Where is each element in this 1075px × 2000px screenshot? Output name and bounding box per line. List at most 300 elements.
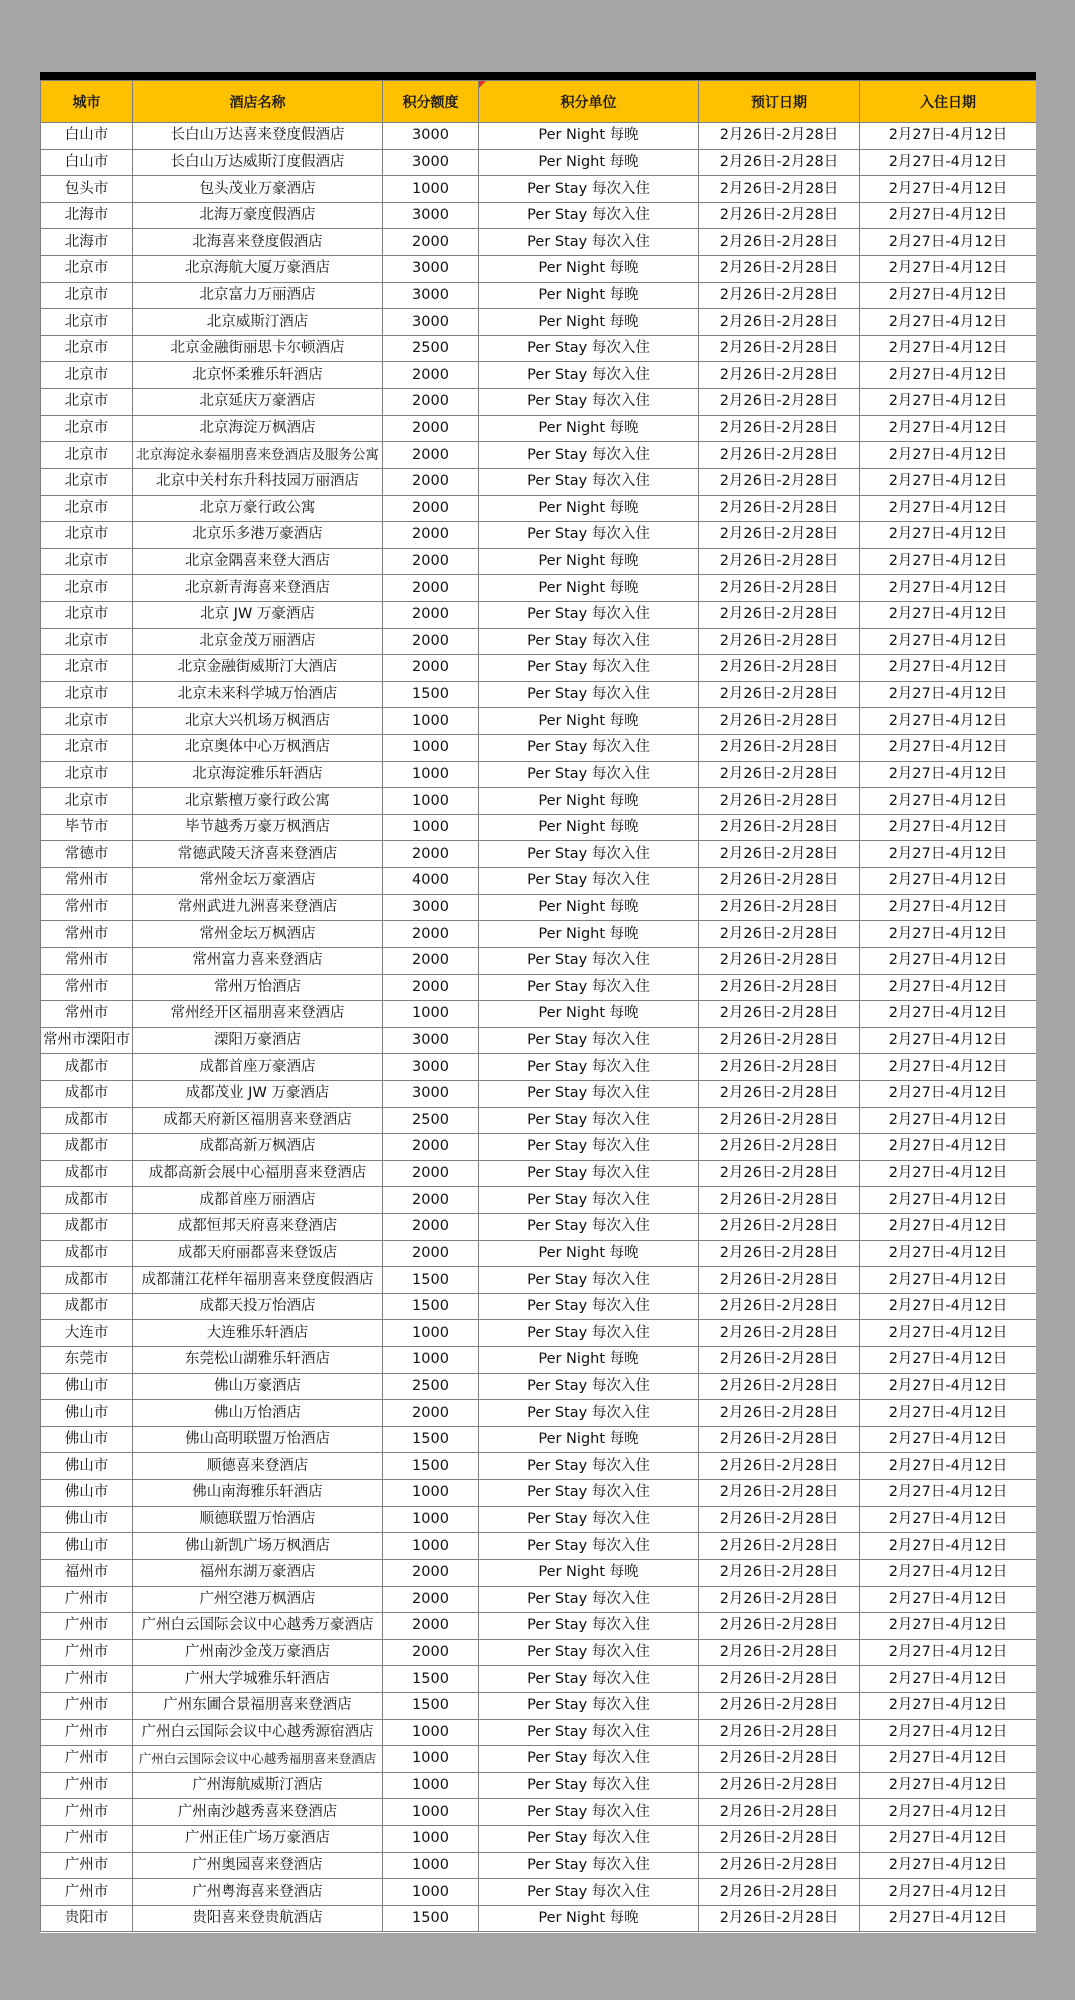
cell-city[interactable]: 成都市 xyxy=(41,1240,133,1267)
cell-hotel-name[interactable]: 北京海航大厦万豪酒店 xyxy=(133,256,383,283)
cell-hotel-name[interactable]: 广州海航威斯汀酒店 xyxy=(133,1772,383,1799)
cell-stay-date[interactable]: 2月27日-4月12日 xyxy=(860,868,1037,895)
cell-points[interactable]: 1500 xyxy=(383,681,479,708)
cell-stay-date[interactable]: 2月27日-4月12日 xyxy=(860,1746,1037,1773)
cell-points-unit[interactable]: Per Night 每晚 xyxy=(479,495,699,522)
cell-booking-date[interactable]: 2月26日-2月28日 xyxy=(699,202,860,229)
cell-hotel-name[interactable]: 常州富力喜来登酒店 xyxy=(133,947,383,974)
cell-booking-date[interactable]: 2月26日-2月28日 xyxy=(699,708,860,735)
cell-booking-date[interactable]: 2月26日-2月28日 xyxy=(699,1267,860,1294)
cell-points[interactable]: 1500 xyxy=(383,1426,479,1453)
cell-hotel-name[interactable]: 广州白云国际会议中心越秀福朋喜来登酒店 xyxy=(133,1746,383,1773)
cell-points[interactable]: 2000 xyxy=(383,442,479,469)
cell-booking-date[interactable]: 2月26日-2月28日 xyxy=(699,335,860,362)
cell-booking-date[interactable]: 2月26日-2月28日 xyxy=(699,1240,860,1267)
cell-stay-date[interactable]: 2月27日-4月12日 xyxy=(860,1559,1037,1586)
column-header-booking-date[interactable]: 预订日期 xyxy=(699,81,860,123)
cell-stay-date[interactable]: 2月27日-4月12日 xyxy=(860,309,1037,336)
cell-city[interactable]: 北海市 xyxy=(41,202,133,229)
cell-points[interactable]: 2000 xyxy=(383,389,479,416)
cell-hotel-name[interactable]: 北京中关村东升科技园万丽酒店 xyxy=(133,468,383,495)
cell-points-unit[interactable]: Per Stay 每次入住 xyxy=(479,1639,699,1666)
cell-city[interactable]: 广州市 xyxy=(41,1852,133,1879)
cell-hotel-name[interactable]: 北京金融街丽思卡尔顿酒店 xyxy=(133,335,383,362)
cell-city[interactable]: 北京市 xyxy=(41,735,133,762)
cell-stay-date[interactable]: 2月27日-4月12日 xyxy=(860,1320,1037,1347)
cell-booking-date[interactable]: 2月26日-2月28日 xyxy=(699,1453,860,1480)
cell-city[interactable]: 成都市 xyxy=(41,1267,133,1294)
cell-stay-date[interactable]: 2月27日-4月12日 xyxy=(860,681,1037,708)
cell-points-unit[interactable]: Per Night 每晚 xyxy=(479,149,699,176)
cell-city[interactable]: 成都市 xyxy=(41,1213,133,1240)
cell-points-unit[interactable]: Per Stay 每次入住 xyxy=(479,1453,699,1480)
cell-hotel-name[interactable]: 常州金坛万枫酒店 xyxy=(133,921,383,948)
cell-points-unit[interactable]: Per Night 每晚 xyxy=(479,256,699,283)
cell-points-unit[interactable]: Per Night 每晚 xyxy=(479,708,699,735)
cell-hotel-name[interactable]: 包头茂业万豪酒店 xyxy=(133,176,383,203)
cell-points-unit[interactable]: Per Stay 每次入住 xyxy=(479,628,699,655)
cell-city[interactable]: 常州市 xyxy=(41,974,133,1001)
cell-stay-date[interactable]: 2月27日-4月12日 xyxy=(860,921,1037,948)
cell-hotel-name[interactable]: 北京未来科学城万怡酒店 xyxy=(133,681,383,708)
cell-booking-date[interactable]: 2月26日-2月28日 xyxy=(699,1187,860,1214)
cell-city[interactable]: 北京市 xyxy=(41,761,133,788)
cell-points-unit[interactable]: Per Night 每晚 xyxy=(479,814,699,841)
cell-points[interactable]: 2000 xyxy=(383,362,479,389)
cell-city[interactable]: 佛山市 xyxy=(41,1506,133,1533)
cell-booking-date[interactable]: 2月26日-2月28日 xyxy=(699,495,860,522)
cell-points[interactable]: 1000 xyxy=(383,1746,479,1773)
cell-city[interactable]: 广州市 xyxy=(41,1799,133,1826)
cell-booking-date[interactable]: 2月26日-2月28日 xyxy=(699,1320,860,1347)
cell-city[interactable]: 常州市 xyxy=(41,921,133,948)
cell-points-unit[interactable]: Per Night 每晚 xyxy=(479,1905,699,1932)
cell-points[interactable]: 3000 xyxy=(383,1054,479,1081)
column-header-points[interactable]: 积分额度 xyxy=(383,81,479,123)
cell-city[interactable]: 北京市 xyxy=(41,708,133,735)
cell-stay-date[interactable]: 2月27日-4月12日 xyxy=(860,362,1037,389)
cell-points[interactable]: 2500 xyxy=(383,1373,479,1400)
cell-booking-date[interactable]: 2月26日-2月28日 xyxy=(699,1134,860,1161)
cell-city[interactable]: 东莞市 xyxy=(41,1347,133,1374)
cell-hotel-name[interactable]: 佛山南海雅乐轩酒店 xyxy=(133,1480,383,1507)
cell-booking-date[interactable]: 2月26日-2月28日 xyxy=(699,1746,860,1773)
cell-points[interactable]: 2000 xyxy=(383,1559,479,1586)
cell-hotel-name[interactable]: 北京新青海喜来登酒店 xyxy=(133,575,383,602)
cell-hotel-name[interactable]: 北京金隅喜来登大酒店 xyxy=(133,548,383,575)
cell-stay-date[interactable]: 2月27日-4月12日 xyxy=(860,1347,1037,1374)
cell-booking-date[interactable]: 2月26日-2月28日 xyxy=(699,1639,860,1666)
cell-points[interactable]: 1000 xyxy=(383,1879,479,1906)
cell-points-unit[interactable]: Per Stay 每次入住 xyxy=(479,362,699,389)
cell-points-unit[interactable]: Per Stay 每次入住 xyxy=(479,1480,699,1507)
cell-booking-date[interactable]: 2月26日-2月28日 xyxy=(699,1666,860,1693)
cell-hotel-name[interactable]: 广州白云国际会议中心越秀万豪酒店 xyxy=(133,1613,383,1640)
cell-city[interactable]: 北京市 xyxy=(41,575,133,602)
cell-city[interactable]: 佛山市 xyxy=(41,1453,133,1480)
cell-city[interactable]: 常州市 xyxy=(41,1001,133,1028)
cell-booking-date[interactable]: 2月26日-2月28日 xyxy=(699,309,860,336)
cell-booking-date[interactable]: 2月26日-2月28日 xyxy=(699,1905,860,1932)
cell-hotel-name[interactable]: 福州东湖万豪酒店 xyxy=(133,1559,383,1586)
cell-points-unit[interactable]: Per Stay 每次入住 xyxy=(479,655,699,682)
cell-points[interactable]: 3000 xyxy=(383,894,479,921)
cell-points-unit[interactable]: Per Stay 每次入住 xyxy=(479,841,699,868)
column-header-stay-date[interactable]: 入住日期 xyxy=(860,81,1037,123)
cell-booking-date[interactable]: 2月26日-2月28日 xyxy=(699,1107,860,1134)
cell-hotel-name[interactable]: 佛山新凯广场万枫酒店 xyxy=(133,1533,383,1560)
cell-booking-date[interactable]: 2月26日-2月28日 xyxy=(699,123,860,150)
cell-points[interactable]: 1000 xyxy=(383,1320,479,1347)
cell-stay-date[interactable]: 2月27日-4月12日 xyxy=(860,1852,1037,1879)
cell-city[interactable]: 广州市 xyxy=(41,1666,133,1693)
cell-hotel-name[interactable]: 北京海淀永泰福朋喜来登酒店及服务公寓 xyxy=(133,442,383,469)
cell-city[interactable]: 佛山市 xyxy=(41,1533,133,1560)
cell-points[interactable]: 1000 xyxy=(383,1001,479,1028)
cell-booking-date[interactable]: 2月26日-2月28日 xyxy=(699,229,860,256)
cell-stay-date[interactable]: 2月27日-4月12日 xyxy=(860,1613,1037,1640)
cell-booking-date[interactable]: 2月26日-2月28日 xyxy=(699,1400,860,1427)
cell-hotel-name[interactable]: 北京万豪行政公寓 xyxy=(133,495,383,522)
cell-city[interactable]: 北京市 xyxy=(41,442,133,469)
cell-stay-date[interactable]: 2月27日-4月12日 xyxy=(860,468,1037,495)
cell-city[interactable]: 北京市 xyxy=(41,628,133,655)
cell-hotel-name[interactable]: 成都恒邦天府喜来登酒店 xyxy=(133,1213,383,1240)
cell-hotel-name[interactable]: 成都首座万豪酒店 xyxy=(133,1054,383,1081)
cell-booking-date[interactable]: 2月26日-2月28日 xyxy=(699,1426,860,1453)
cell-city[interactable]: 广州市 xyxy=(41,1772,133,1799)
cell-points-unit[interactable]: Per Night 每晚 xyxy=(479,575,699,602)
cell-booking-date[interactable]: 2月26日-2月28日 xyxy=(699,1586,860,1613)
cell-hotel-name[interactable]: 顺德喜来登酒店 xyxy=(133,1453,383,1480)
cell-stay-date[interactable]: 2月27日-4月12日 xyxy=(860,788,1037,815)
cell-hotel-name[interactable]: 东莞松山湖雅乐轩酒店 xyxy=(133,1347,383,1374)
cell-city[interactable]: 佛山市 xyxy=(41,1480,133,1507)
cell-points-unit[interactable]: Per Stay 每次入住 xyxy=(479,389,699,416)
cell-stay-date[interactable]: 2月27日-4月12日 xyxy=(860,149,1037,176)
cell-hotel-name[interactable]: 北京金茂万丽酒店 xyxy=(133,628,383,655)
cell-points-unit[interactable]: Per Stay 每次入住 xyxy=(479,1400,699,1427)
cell-booking-date[interactable]: 2月26日-2月28日 xyxy=(699,1293,860,1320)
cell-points-unit[interactable]: Per Stay 每次入住 xyxy=(479,1719,699,1746)
cell-booking-date[interactable]: 2月26日-2月28日 xyxy=(699,1799,860,1826)
cell-booking-date[interactable]: 2月26日-2月28日 xyxy=(699,282,860,309)
cell-points-unit[interactable]: Per Night 每晚 xyxy=(479,1426,699,1453)
cell-stay-date[interactable]: 2月27日-4月12日 xyxy=(860,1719,1037,1746)
cell-booking-date[interactable]: 2月26日-2月28日 xyxy=(699,655,860,682)
cell-stay-date[interactable]: 2月27日-4月12日 xyxy=(860,1692,1037,1719)
cell-city[interactable]: 广州市 xyxy=(41,1746,133,1773)
cell-points-unit[interactable]: Per Stay 每次入住 xyxy=(479,868,699,895)
cell-points[interactable]: 2000 xyxy=(383,415,479,442)
cell-points[interactable]: 2000 xyxy=(383,655,479,682)
cell-points-unit[interactable]: Per Stay 每次入住 xyxy=(479,229,699,256)
cell-booking-date[interactable]: 2月26日-2月28日 xyxy=(699,921,860,948)
cell-points-unit[interactable]: Per Night 每晚 xyxy=(479,1347,699,1374)
cell-hotel-name[interactable]: 北京 JW 万豪酒店 xyxy=(133,601,383,628)
cell-points[interactable]: 2000 xyxy=(383,1187,479,1214)
cell-booking-date[interactable]: 2月26日-2月28日 xyxy=(699,601,860,628)
cell-points[interactable]: 1000 xyxy=(383,1480,479,1507)
cell-hotel-name[interactable]: 广州粤海喜来登酒店 xyxy=(133,1879,383,1906)
cell-stay-date[interactable]: 2月27日-4月12日 xyxy=(860,1799,1037,1826)
cell-stay-date[interactable]: 2月27日-4月12日 xyxy=(860,1267,1037,1294)
cell-city[interactable]: 北京市 xyxy=(41,256,133,283)
cell-stay-date[interactable]: 2月27日-4月12日 xyxy=(860,1027,1037,1054)
cell-hotel-name[interactable]: 常州经开区福朋喜来登酒店 xyxy=(133,1001,383,1028)
cell-booking-date[interactable]: 2月26日-2月28日 xyxy=(699,1613,860,1640)
cell-booking-date[interactable]: 2月26日-2月28日 xyxy=(699,1054,860,1081)
cell-stay-date[interactable]: 2月27日-4月12日 xyxy=(860,1080,1037,1107)
cell-points-unit[interactable]: Per Stay 每次入住 xyxy=(479,1187,699,1214)
cell-points[interactable]: 2000 xyxy=(383,1160,479,1187)
cell-city[interactable]: 广州市 xyxy=(41,1586,133,1613)
cell-stay-date[interactable]: 2月27日-4月12日 xyxy=(860,522,1037,549)
cell-stay-date[interactable]: 2月27日-4月12日 xyxy=(860,415,1037,442)
cell-points-unit[interactable]: Per Night 每晚 xyxy=(479,282,699,309)
cell-hotel-name[interactable]: 成都天府丽都喜来登饭店 xyxy=(133,1240,383,1267)
cell-booking-date[interactable]: 2月26日-2月28日 xyxy=(699,1347,860,1374)
cell-stay-date[interactable]: 2月27日-4月12日 xyxy=(860,176,1037,203)
cell-booking-date[interactable]: 2月26日-2月28日 xyxy=(699,868,860,895)
cell-hotel-name[interactable]: 常州武进九洲喜来登酒店 xyxy=(133,894,383,921)
cell-booking-date[interactable]: 2月26日-2月28日 xyxy=(699,974,860,1001)
cell-points[interactable]: 2000 xyxy=(383,947,479,974)
cell-stay-date[interactable]: 2月27日-4月12日 xyxy=(860,575,1037,602)
cell-stay-date[interactable]: 2月27日-4月12日 xyxy=(860,1001,1037,1028)
cell-points-unit[interactable]: Per Stay 每次入住 xyxy=(479,1080,699,1107)
cell-booking-date[interactable]: 2月26日-2月28日 xyxy=(699,548,860,575)
cell-points-unit[interactable]: Per Night 每晚 xyxy=(479,309,699,336)
cell-points[interactable]: 2000 xyxy=(383,495,479,522)
cell-city[interactable]: 广州市 xyxy=(41,1639,133,1666)
cell-points-unit[interactable]: Per Night 每晚 xyxy=(479,1240,699,1267)
cell-city[interactable]: 常州市 xyxy=(41,868,133,895)
cell-points-unit[interactable]: Per Night 每晚 xyxy=(479,894,699,921)
cell-stay-date[interactable]: 2月27日-4月12日 xyxy=(860,1506,1037,1533)
cell-city[interactable]: 广州市 xyxy=(41,1826,133,1853)
cell-points[interactable]: 1000 xyxy=(383,761,479,788)
cell-stay-date[interactable]: 2月27日-4月12日 xyxy=(860,1213,1037,1240)
column-header-hotel[interactable]: 酒店名称 xyxy=(133,81,383,123)
cell-hotel-name[interactable]: 广州奥园喜来登酒店 xyxy=(133,1852,383,1879)
cell-stay-date[interactable]: 2月27日-4月12日 xyxy=(860,123,1037,150)
cell-booking-date[interactable]: 2月26日-2月28日 xyxy=(699,761,860,788)
cell-hotel-name[interactable]: 广州空港万枫酒店 xyxy=(133,1586,383,1613)
cell-hotel-name[interactable]: 北京奥体中心万枫酒店 xyxy=(133,735,383,762)
cell-booking-date[interactable]: 2月26日-2月28日 xyxy=(699,1772,860,1799)
cell-points-unit[interactable]: Per Stay 每次入住 xyxy=(479,1852,699,1879)
cell-hotel-name[interactable]: 北京威斯汀酒店 xyxy=(133,309,383,336)
cell-points-unit[interactable]: Per Stay 每次入住 xyxy=(479,974,699,1001)
cell-stay-date[interactable]: 2月27日-4月12日 xyxy=(860,1639,1037,1666)
cell-points[interactable]: 2000 xyxy=(383,1400,479,1427)
cell-city[interactable]: 大连市 xyxy=(41,1320,133,1347)
cell-points[interactable]: 1000 xyxy=(383,1347,479,1374)
cell-booking-date[interactable]: 2月26日-2月28日 xyxy=(699,389,860,416)
cell-points[interactable]: 2000 xyxy=(383,229,479,256)
cell-city[interactable]: 北京市 xyxy=(41,282,133,309)
cell-city[interactable]: 广州市 xyxy=(41,1879,133,1906)
cell-city[interactable]: 福州市 xyxy=(41,1559,133,1586)
cell-city[interactable]: 佛山市 xyxy=(41,1373,133,1400)
cell-stay-date[interactable]: 2月27日-4月12日 xyxy=(860,761,1037,788)
cell-booking-date[interactable]: 2月26日-2月28日 xyxy=(699,788,860,815)
cell-city[interactable]: 广州市 xyxy=(41,1719,133,1746)
cell-hotel-name[interactable]: 成都高新会展中心福朋喜来登酒店 xyxy=(133,1160,383,1187)
cell-hotel-name[interactable]: 北海万豪度假酒店 xyxy=(133,202,383,229)
cell-hotel-name[interactable]: 成都蒲江花样年福朋喜来登度假酒店 xyxy=(133,1267,383,1294)
cell-hotel-name[interactable]: 广州正佳广场万豪酒店 xyxy=(133,1826,383,1853)
cell-booking-date[interactable]: 2月26日-2月28日 xyxy=(699,894,860,921)
cell-stay-date[interactable]: 2月27日-4月12日 xyxy=(860,1107,1037,1134)
cell-points-unit[interactable]: Per Stay 每次入住 xyxy=(479,1293,699,1320)
cell-hotel-name[interactable]: 成都天投万怡酒店 xyxy=(133,1293,383,1320)
cell-hotel-name[interactable]: 北京金融街威斯汀大酒店 xyxy=(133,655,383,682)
cell-hotel-name[interactable]: 佛山万怡酒店 xyxy=(133,1400,383,1427)
cell-city[interactable]: 广州市 xyxy=(41,1613,133,1640)
cell-points[interactable]: 2000 xyxy=(383,575,479,602)
cell-hotel-name[interactable]: 长白山万达喜来登度假酒店 xyxy=(133,123,383,150)
cell-booking-date[interactable]: 2月26日-2月28日 xyxy=(699,1373,860,1400)
cell-stay-date[interactable]: 2月27日-4月12日 xyxy=(860,256,1037,283)
cell-points[interactable]: 1000 xyxy=(383,814,479,841)
cell-points-unit[interactable]: Per Stay 每次入住 xyxy=(479,442,699,469)
cell-booking-date[interactable]: 2月26日-2月28日 xyxy=(699,1080,860,1107)
cell-stay-date[interactable]: 2月27日-4月12日 xyxy=(860,1160,1037,1187)
cell-stay-date[interactable]: 2月27日-4月12日 xyxy=(860,1879,1037,1906)
cell-stay-date[interactable]: 2月27日-4月12日 xyxy=(860,282,1037,309)
cell-points-unit[interactable]: Per Stay 每次入住 xyxy=(479,1666,699,1693)
column-header-city[interactable]: 城市 xyxy=(41,81,133,123)
cell-hotel-name[interactable]: 常州金坛万豪酒店 xyxy=(133,868,383,895)
cell-booking-date[interactable]: 2月26日-2月28日 xyxy=(699,1533,860,1560)
cell-points[interactable]: 3000 xyxy=(383,149,479,176)
column-header-unit[interactable] xyxy=(479,81,699,123)
cell-points[interactable]: 3000 xyxy=(383,282,479,309)
cell-points-unit[interactable]: Per Stay 每次入住 xyxy=(479,202,699,229)
cell-points[interactable]: 1000 xyxy=(383,1719,479,1746)
cell-booking-date[interactable]: 2月26日-2月28日 xyxy=(699,1160,860,1187)
cell-stay-date[interactable]: 2月27日-4月12日 xyxy=(860,655,1037,682)
cell-points[interactable]: 2000 xyxy=(383,974,479,1001)
cell-points[interactable]: 1000 xyxy=(383,176,479,203)
cell-points[interactable]: 4000 xyxy=(383,868,479,895)
cell-booking-date[interactable]: 2月26日-2月28日 xyxy=(699,256,860,283)
cell-stay-date[interactable]: 2月27日-4月12日 xyxy=(860,1826,1037,1853)
cell-hotel-name[interactable]: 佛山高明联盟万怡酒店 xyxy=(133,1426,383,1453)
cell-points-unit[interactable]: Per Stay 每次入住 xyxy=(479,1799,699,1826)
cell-city[interactable]: 北京市 xyxy=(41,362,133,389)
cell-points-unit[interactable]: Per Stay 每次入住 xyxy=(479,1320,699,1347)
cell-booking-date[interactable]: 2月26日-2月28日 xyxy=(699,1213,860,1240)
cell-hotel-name[interactable]: 贵阳喜来登贵航酒店 xyxy=(133,1905,383,1932)
cell-stay-date[interactable]: 2月27日-4月12日 xyxy=(860,974,1037,1001)
cell-city[interactable]: 白山市 xyxy=(41,123,133,150)
cell-points[interactable]: 2000 xyxy=(383,628,479,655)
cell-points-unit[interactable]: Per Night 每晚 xyxy=(479,788,699,815)
cell-hotel-name[interactable]: 长白山万达威斯汀度假酒店 xyxy=(133,149,383,176)
cell-points-unit[interactable]: Per Night 每晚 xyxy=(479,1559,699,1586)
cell-points-unit[interactable]: Per Stay 每次入住 xyxy=(479,1054,699,1081)
cell-points[interactable]: 2000 xyxy=(383,548,479,575)
cell-points-unit[interactable]: Per Stay 每次入住 xyxy=(479,1586,699,1613)
cell-booking-date[interactable]: 2月26日-2月28日 xyxy=(699,814,860,841)
cell-stay-date[interactable]: 2月27日-4月12日 xyxy=(860,1426,1037,1453)
cell-booking-date[interactable]: 2月26日-2月28日 xyxy=(699,628,860,655)
cell-stay-date[interactable]: 2月27日-4月12日 xyxy=(860,735,1037,762)
cell-points-unit[interactable]: Per Stay 每次入住 xyxy=(479,1213,699,1240)
cell-points[interactable]: 1000 xyxy=(383,1799,479,1826)
cell-city[interactable]: 佛山市 xyxy=(41,1400,133,1427)
cell-points-unit[interactable]: Per Stay 每次入住 xyxy=(479,1373,699,1400)
cell-hotel-name[interactable]: 广州白云国际会议中心越秀源宿酒店 xyxy=(133,1719,383,1746)
cell-city[interactable]: 北京市 xyxy=(41,415,133,442)
cell-hotel-name[interactable]: 常州万怡酒店 xyxy=(133,974,383,1001)
cell-city[interactable]: 成都市 xyxy=(41,1107,133,1134)
cell-stay-date[interactable]: 2月27日-4月12日 xyxy=(860,601,1037,628)
cell-points[interactable]: 1500 xyxy=(383,1267,479,1294)
cell-points[interactable]: 2000 xyxy=(383,1134,479,1161)
cell-hotel-name[interactable]: 顺德联盟万怡酒店 xyxy=(133,1506,383,1533)
cell-booking-date[interactable]: 2月26日-2月28日 xyxy=(699,1879,860,1906)
cell-hotel-name[interactable]: 北京怀柔雅乐轩酒店 xyxy=(133,362,383,389)
cell-hotel-name[interactable]: 成都首座万丽酒店 xyxy=(133,1187,383,1214)
cell-hotel-name[interactable]: 广州东圃合景福朋喜来登酒店 xyxy=(133,1692,383,1719)
cell-points-unit[interactable]: Per Stay 每次入住 xyxy=(479,1826,699,1853)
cell-stay-date[interactable]: 2月27日-4月12日 xyxy=(860,389,1037,416)
cell-stay-date[interactable]: 2月27日-4月12日 xyxy=(860,814,1037,841)
cell-stay-date[interactable]: 2月27日-4月12日 xyxy=(860,1480,1037,1507)
cell-points[interactable]: 1000 xyxy=(383,1852,479,1879)
cell-hotel-name[interactable]: 广州大学城雅乐轩酒店 xyxy=(133,1666,383,1693)
cell-hotel-name[interactable]: 溧阳万豪酒店 xyxy=(133,1027,383,1054)
cell-city[interactable]: 成都市 xyxy=(41,1134,133,1161)
cell-points-unit[interactable]: Per Stay 每次入住 xyxy=(479,735,699,762)
cell-city[interactable]: 成都市 xyxy=(41,1293,133,1320)
cell-points-unit[interactable]: Per Stay 每次入住 xyxy=(479,1772,699,1799)
cell-city[interactable]: 常德市 xyxy=(41,841,133,868)
cell-points[interactable]: 2500 xyxy=(383,1107,479,1134)
cell-points-unit[interactable]: Per Stay 每次入住 xyxy=(479,335,699,362)
cell-stay-date[interactable]: 2月27日-4月12日 xyxy=(860,1054,1037,1081)
cell-hotel-name[interactable]: 北京海淀万枫酒店 xyxy=(133,415,383,442)
cell-points[interactable]: 1000 xyxy=(383,1506,479,1533)
cell-points-unit[interactable]: Per Night 每晚 xyxy=(479,921,699,948)
cell-points-unit[interactable]: Per Stay 每次入住 xyxy=(479,1267,699,1294)
cell-points-unit[interactable]: Per Night 每晚 xyxy=(479,415,699,442)
cell-stay-date[interactable]: 2月27日-4月12日 xyxy=(860,1772,1037,1799)
cell-city[interactable]: 成都市 xyxy=(41,1160,133,1187)
cell-city[interactable]: 成都市 xyxy=(41,1054,133,1081)
cell-points[interactable]: 2500 xyxy=(383,335,479,362)
cell-stay-date[interactable]: 2月27日-4月12日 xyxy=(860,1373,1037,1400)
cell-booking-date[interactable]: 2月26日-2月28日 xyxy=(699,735,860,762)
cell-points-unit[interactable]: Per Stay 每次入住 xyxy=(479,947,699,974)
cell-city[interactable]: 北京市 xyxy=(41,548,133,575)
cell-points[interactable]: 1500 xyxy=(383,1293,479,1320)
cell-booking-date[interactable]: 2月26日-2月28日 xyxy=(699,947,860,974)
cell-points-unit[interactable]: Per Night 每晚 xyxy=(479,123,699,150)
cell-hotel-name[interactable]: 广州南沙金茂万豪酒店 xyxy=(133,1639,383,1666)
cell-stay-date[interactable]: 2月27日-4月12日 xyxy=(860,1240,1037,1267)
cell-hotel-name[interactable]: 北京海淀雅乐轩酒店 xyxy=(133,761,383,788)
cell-booking-date[interactable]: 2月26日-2月28日 xyxy=(699,1027,860,1054)
cell-city[interactable]: 北京市 xyxy=(41,788,133,815)
cell-points[interactable]: 2000 xyxy=(383,1639,479,1666)
cell-booking-date[interactable]: 2月26日-2月28日 xyxy=(699,1559,860,1586)
cell-points[interactable]: 2000 xyxy=(383,1586,479,1613)
